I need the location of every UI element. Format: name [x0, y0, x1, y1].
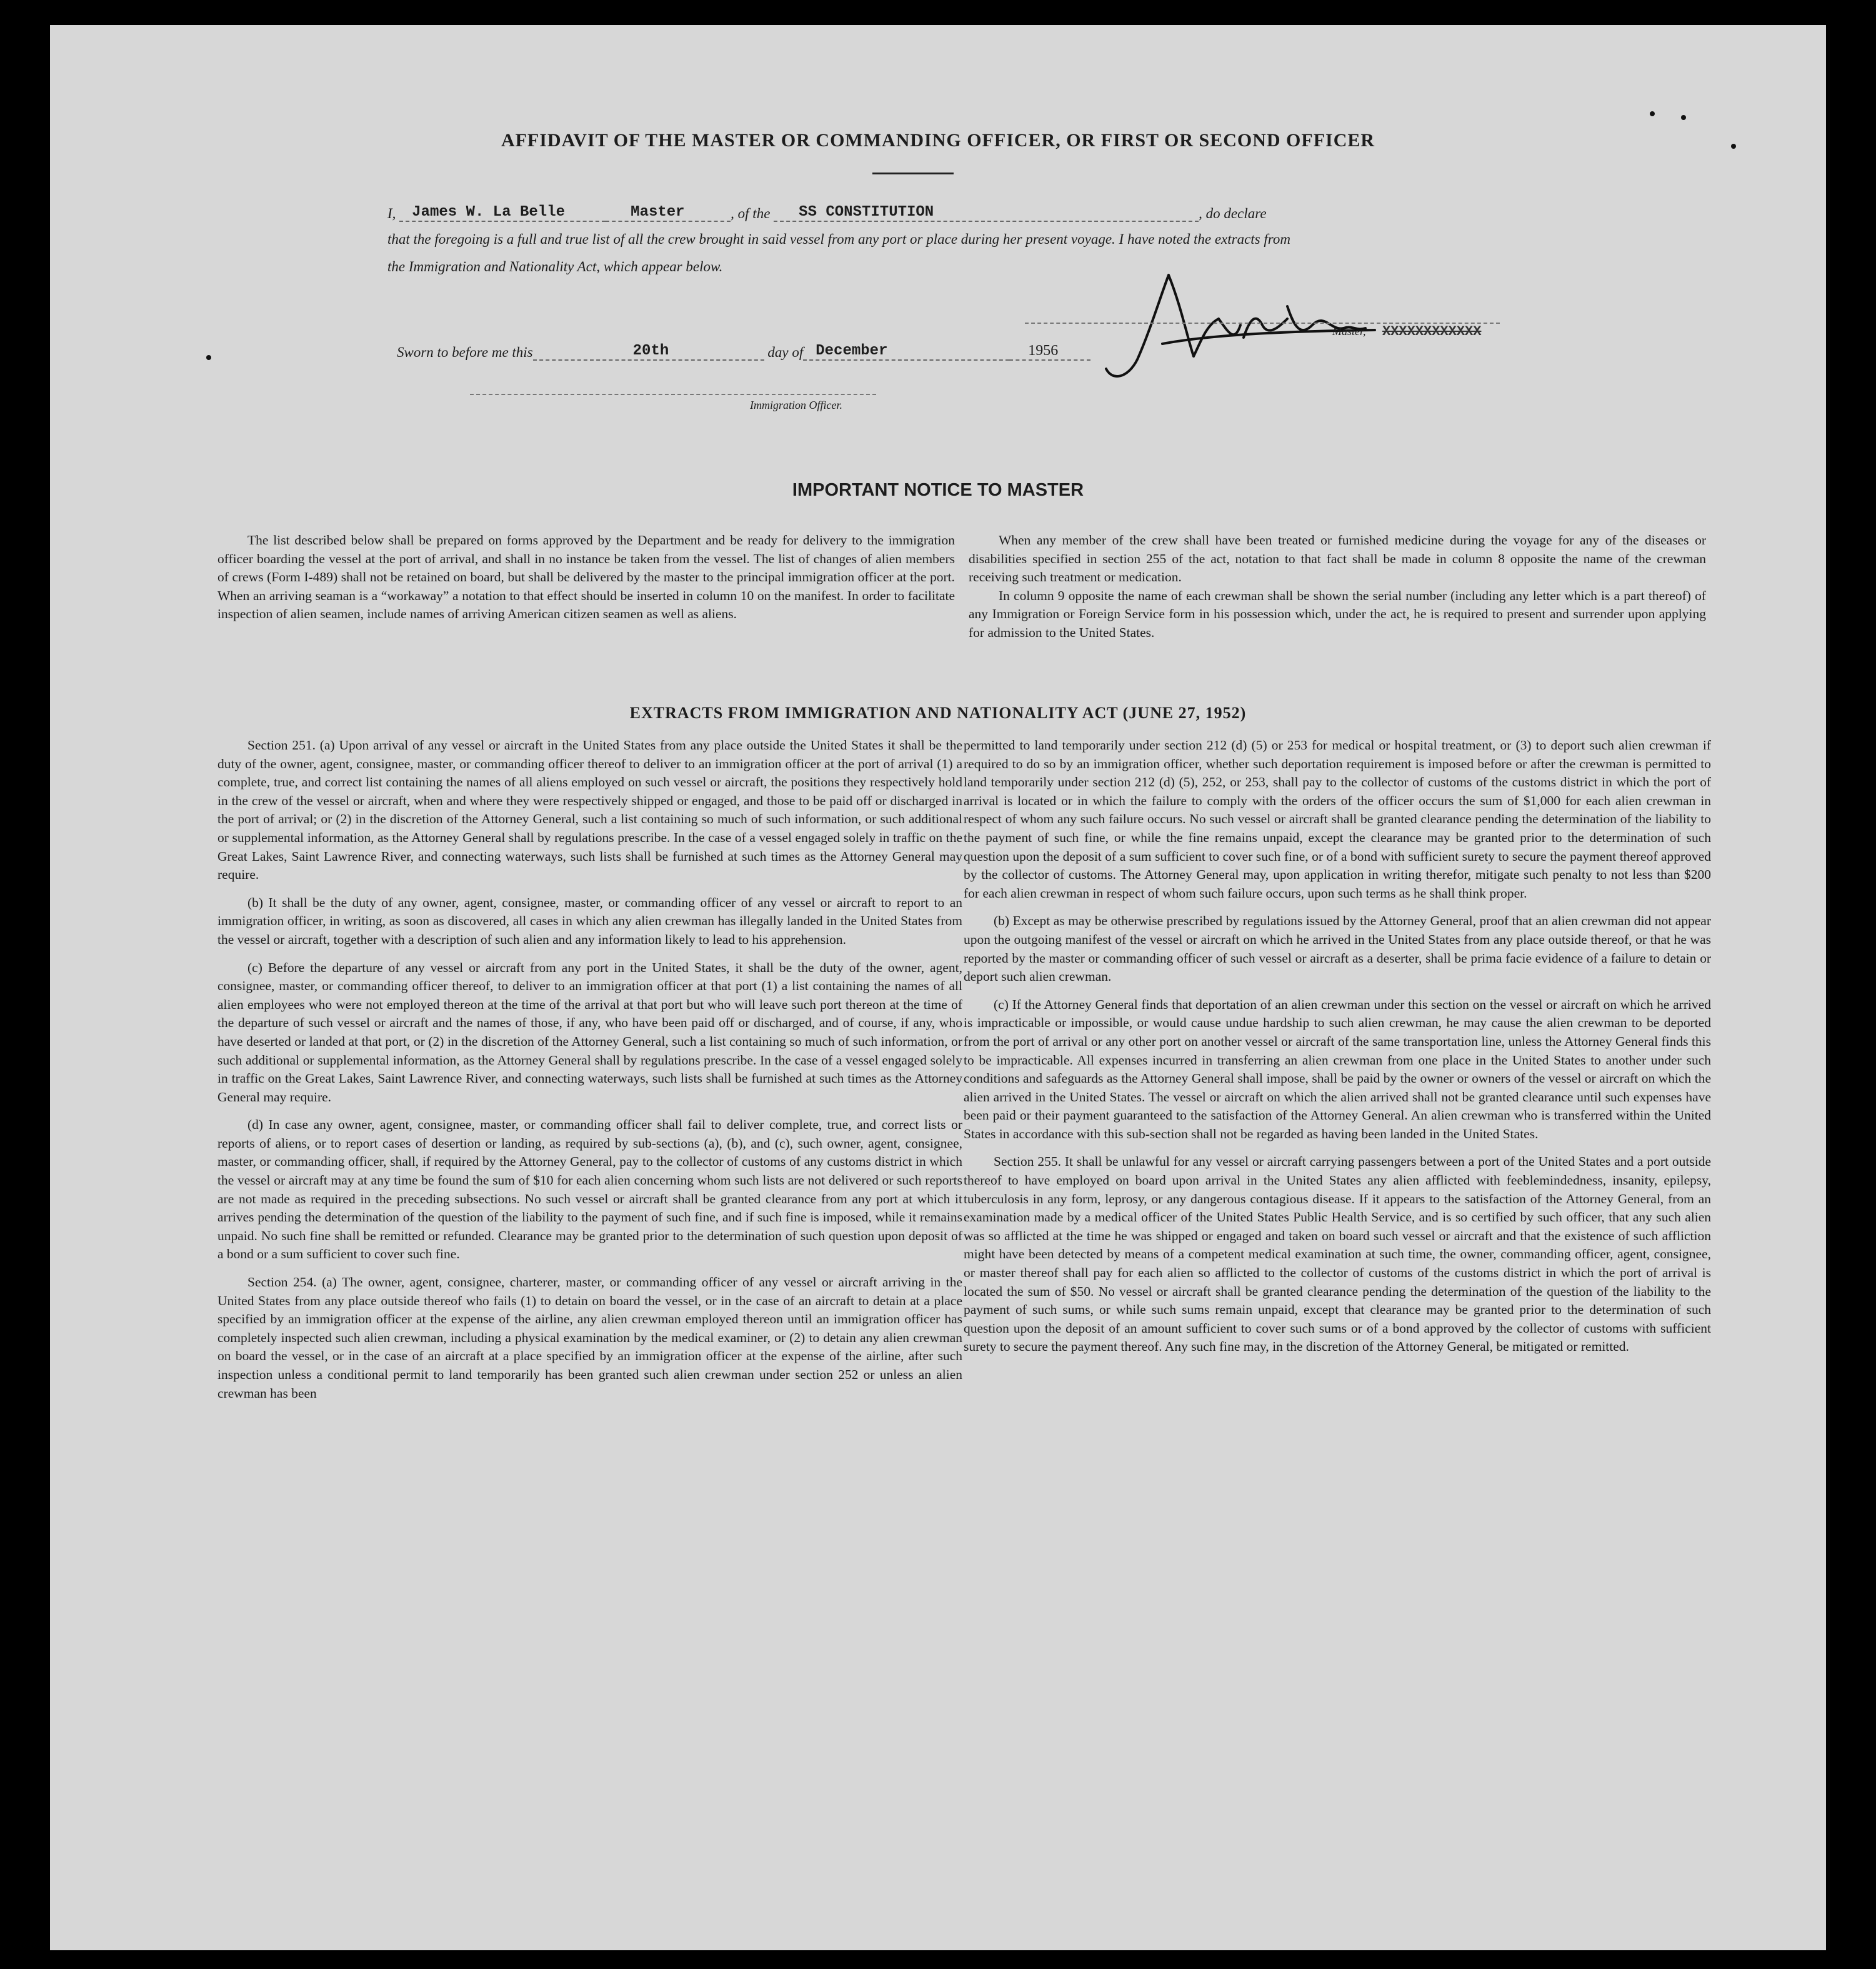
section-251a: Section 251. (a) Upon arrival of any vessel or aircraft in the United States from any place outside the United States it shall be the duty of the owner, agent, consignee, master, or commanding officer thereof to deliver to an immigration officer at the port of arrival (1) a complete, true, and correct list containing the names of all aliens employed on such vessel or aircraft, the positions they respectively hold in the crew of the vessel or aircraft, when and where they were respectively shipped or engaged, and those to be paid off or discharged in the port of arrival; or (2) in the discretion of the Attorney General, such a list containing so much of such information, or such additional or supplemental information, as the Attorney General shall by regulations prescribe. In the case of a vessel engaged solely in traffic on the Great Lakes, Saint Lawrence River, and connecting waterways, such lists shall be furnished at such times as the Attorney General may require. [217, 738, 962, 883]
extracts-left-column [217, 736, 962, 1412]
section-254b: (b) Except as may be otherwise prescribed by regulations issued by the Attorney General, proof that an alien crewman did not appear upon the outgoing manifest of the vessel or aircraft on which he arrived in the United States from any place outside thereof, or that he was reported by the master or commanding officer of such vessel or aircraft as a deserter, shall be prima facie evidence of a failure to detain or deport such alien crewman. [964, 913, 1711, 985]
immigration-officer-label: Immigration Officer. [750, 399, 842, 411]
section-254a: Section 254. (a) The owner, agent, consignee, charterer, master, or commanding officer of any vessel or aircraft arriving in the United States from any place outside thereof who fails (1) to detain on board the vessel, or in the case of an aircraft to detain at a place specified by an immigration officer at the expense of the airline, any alien crewman employed thereon until an immigration officer has completely inspected such alien crewman, including a physical examination by the medical examiner, or (2) to detain any alien crewman on board the vessel, or in the case of an aircraft at a place specified by an immigration officer at the expense of the airline, after such inspection unless a conditional permit to land temporarily has been granted such alien crewman under section 252 or unless an alien crewman has been [217, 1275, 962, 1401]
section-251d: (d) In case any owner, agent, consignee, master, or commanding officer shall fail to deliver complete, true, and correct lists or reports of aliens, or to report cases of desertion or landing, as required by sub-sections (a), (b), and (c), such owner, agent, consignee, master, or commanding officer, shall, if required by the Attorney General, pay to the collector of customs of any customs district in which the vessel or aircraft may at any time be found the sum of $10 for each alien concerning whom such lists are not delivered or such reports are not made as required in the preceding subsections. No such vessel or aircraft shall be granted clearance from any port at which it arrives pending the determination of the question of the liability to the payment of such fine, and if such fine is imposed, while it remains unpaid. No such fine shall be remitted or refunded. Clearance may be granted prior to the determination of such question upon deposit of a bond or a sum sufficient to cover such fine. [217, 1117, 962, 1262]
declaration-line-3: the Immigration and Nationality Act, which appear below. [387, 259, 723, 274]
section-251c: (c) Before the departure of any vessel or aircraft from any port in the United States, it shall be the duty of the owner, agent, consignee, master, or commanding officer thereof, to deliver to an immigration officer at that port (1) a list containing the names of all alien employees who were not employed thereon at the time of the arrival at that port but who will leave such port thereon at the time of the departure of such vessel or aircraft and the names of those, if any, who have been paid off or discharged, and of course, if any, who have deserted or landed at that port, or (2) in the discretion of the Attorney General, such a list containing so much of such information, or such additional or supplemental information, as the Attorney General shall by regulations prescribe. In the case of a vessel engaged solely in traffic on the Great Lakes, Saint Lawrence River, and connecting waterways, such lists shall be furnished at such times as the Attorney General may require. [217, 959, 962, 1105]
extracts-right-column [964, 736, 1711, 1366]
document-page [50, 25, 1826, 1950]
officer-rank: Master [606, 204, 731, 222]
scan-speck [1650, 111, 1655, 116]
immigration-officer-line [470, 394, 876, 395]
declaration-line-1 [387, 204, 1550, 222]
notice-left-column [217, 531, 955, 624]
master-signature [1100, 250, 1450, 394]
struck-title: XXXXXXXXXXXX [1382, 324, 1482, 339]
extracts-title: EXTRACTS FROM IMMIGRATION AND NATIONALITY ACT (JUNE 27, 1952) [629, 704, 1247, 722]
sworn-label: Sworn to before me this [397, 344, 533, 360]
section-254a-continued: permitted to land temporarily under section 212 (d) (5) or 253 for medical or hospital treatment, or (3) to deport such alien crewman if required to do so by an immigration officer, whether such deportation requirement is imposed before or after the crewman is permitted to land temporarily under section 212 (d) (5), 252, or 253, shall pay to the collector of customs of the customs district in which the port of arrival is located or in which the failure to comply with the orders of the officer occurs the sum of $1,000 for each alien crewman in respect of whom any such failure occurs. No such vessel or aircraft shall be granted clearance pending the determination of the liability to the payment of such fine, or while the fine remains unpaid, except the clearance may be granted prior to the determination of such question upon the deposit of a sum sufficient to cover such fine, or of a bond with sufficient surety to secure the payment thereof approved by the collector of customs. The Attorney General may, upon application in writing therefor, mitigate such penalty to not less than $200 for each alien crewman in respect of whom such failure occurs, upon such terms as he shall think proper. [964, 738, 1711, 901]
vessel-name: SS CONSTITUTION [774, 204, 1199, 222]
of-the-label: , of the [731, 206, 771, 221]
scan-speck [1681, 115, 1686, 120]
sworn-year: 1956 [1009, 343, 1090, 361]
section-255: Section 255. It shall be unlawful for any vessel or aircraft carrying passengers between a port of the United States and a port outside thereof to have employed on board upon arrival in the United States any alien afflicted with feeblemindedness, insanity, epilepsy, tuberculosis in any form, leprosy, or any dangerous contagious disease. If it appears to the satisfaction of the Attorney General, from an examination made by a medical officer of the United States Public Health Service, and is so certified by such officer, that any such alien was so afflicted at the time he was shipped or engaged and taken on board such vessel or aircraft and that the existence of such affliction might have been detected by means of a competent medical examination at such time, the owner, commanding officer, agent, consignee, or master thereof shall pay for each alien so afflicted to the collector of customs of the customs district in which the port of arrival is located the sum of $50. No vessel or aircraft shall be granted clearance pending the determination of the question of the liability to the payment of such sums, or while such sums remain unpaid, except that clearance may be granted prior to the determination of such question upon the deposit of an amount sufficient to cover such sums or of a bond approved by the collector of customs with sufficient surety to secure the payment thereof. Any such fine may, in the discretion of the Attorney General, be mitigated or remitted. [964, 1154, 1711, 1355]
notice-right-column [969, 531, 1706, 643]
master-label: Master, [1332, 325, 1366, 338]
title-divider [872, 173, 954, 174]
do-declare-label: , do declare [1199, 206, 1267, 221]
sworn-line [397, 343, 1272, 361]
crew-member-name: James W. La Belle [399, 204, 606, 222]
notice-right-paragraph-1: When any member of the crew shall have been treated or furnished medicine during the voyage for any of the diseases or disabilities specified in section 255 of the act, notation to that fact shall be made in column 8 opposite the name of the crewman receiving such treatment or medication. [969, 533, 1706, 585]
scan-speck [1731, 144, 1736, 149]
i-label: I, [387, 206, 396, 221]
section-251b: (b) It shall be the duty of any owner, agent, consignee, master, or commanding officer of any vessel or aircraft to report to an immigration officer, in writing, as soon as discovered, all cases in which any alien crewman has illegally landed in the United States from the vessel or aircraft, together with a description of such alien and any information likely to lead to his apprehension. [217, 894, 962, 947]
affidavit-title: AFFIDAVIT OF THE MASTER OR COMMANDING OFFICER, OR FIRST OR SECOND OFFICER [501, 130, 1375, 151]
section-254c: (c) If the Attorney General finds that deportation of an alien crewman under this section on the vessel or aircraft on which he arrived is impracticable or impossible, or would cause undue hardship to such alien crewman, he may cause the alien crewman to be deported from the port of arrival or any other port on another vessel or aircraft of the same transportation line, unless the Attorney General finds this to be impracticable. All expenses incurred in transferring an alien crewman from one place in the United States to another under such conditions and safeguards as the Attorney General shall impose, shall be paid by the owner or owners of the vessel or aircraft on which the alien arrived in the United States. The vessel or aircraft on which the alien arrived shall not be granted clearance until such expenses have been paid or their payment guaranteed to the satisfaction of the Attorney General. An alien crewman who is transferred within the United States in accordance with this sub-section shall not be regarded as having been landed in the United States. [964, 996, 1711, 1141]
notice-right-paragraph-2: In column 9 opposite the name of each crewman shall be shown the serial number (including any letter which is a part thereof) of any Immigration or Foreign Service form in his possession which, under the act, he is required to present and surrender upon applying for admission to the United States. [969, 588, 1706, 640]
notice-left-paragraph: The list described below shall be prepared on forms approved by the Department and be ready for delivery to the immigration officer boarding the vessel at the port of arrival, and shall in no instance be taken from the vessel. The list of changes of alien members of crews (Form I-489) shall not be retained on board, but shall be delivered by the master to the principal immigration officer at the port. When an arriving seaman is a “workaway” a notation to that effect should be inserted in column 10 on the manifest. In order to facilitate inspection of alien seamen, include names of arriving American citizen seamen as well as aliens. [217, 533, 955, 622]
sworn-day: 20th [533, 343, 764, 361]
scan-speck [206, 355, 211, 360]
notice-title: IMPORTANT NOTICE TO MASTER [792, 480, 1084, 500]
day-of-label: day of [767, 344, 804, 360]
sworn-month: December [803, 343, 1009, 361]
declaration-line-2: that the foregoing is a full and true list of all the crew brought in said vessel from any port or place during her present voyage. I have noted the extracts from [387, 231, 1290, 247]
